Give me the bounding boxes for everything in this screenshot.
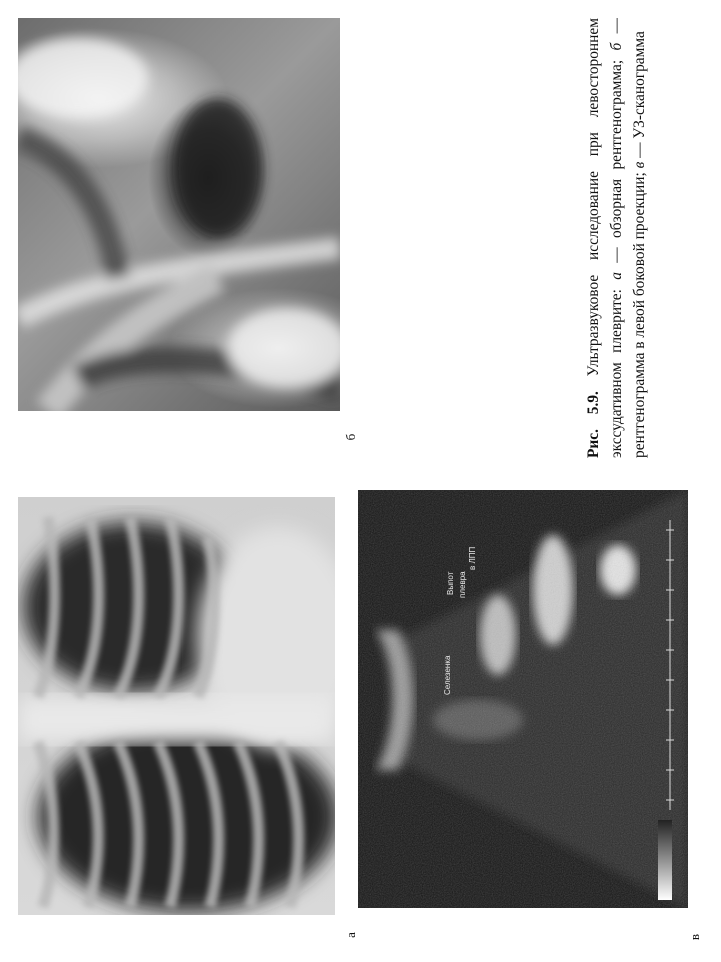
- figure-caption: [582, 18, 700, 458]
- frontal-radiograph-image: [18, 497, 335, 915]
- figure-caption-container: [582, 18, 700, 458]
- label-in-lpp: в ЛПП: [468, 546, 477, 570]
- panel-letter-a: а: [343, 932, 358, 938]
- frontal-chest-radiograph: [18, 497, 335, 915]
- caption-text-1: Ультразвуковое исследование при левостороннем экссудативном плеврите:: [585, 18, 625, 458]
- lateral-radiograph-image: [18, 18, 340, 411]
- ultrasound-image: [358, 490, 688, 908]
- caption-letter-a: а: [608, 272, 625, 280]
- lateral-chest-radiograph: [18, 18, 340, 411]
- ultrasound-scan: [358, 490, 688, 908]
- caption-text-2: — обзорная рентгенограмма;: [608, 50, 625, 273]
- label-effusion: Выпот: [446, 571, 455, 595]
- caption-text-3: — рентгенограмма в левой боковой проекции;: [608, 18, 648, 458]
- panel-letter-b: б: [343, 433, 358, 441]
- caption-label: Рис. 5.9.: [585, 391, 602, 458]
- caption-text-4: — УЗ-сканограмма: [631, 31, 648, 162]
- label-spleen: Селезенка: [443, 655, 452, 695]
- caption-letter-b: б: [608, 42, 625, 51]
- panel-letter-v: в: [687, 933, 702, 941]
- caption-letter-v: в: [631, 161, 648, 169]
- label-pleura: плевра: [458, 571, 467, 598]
